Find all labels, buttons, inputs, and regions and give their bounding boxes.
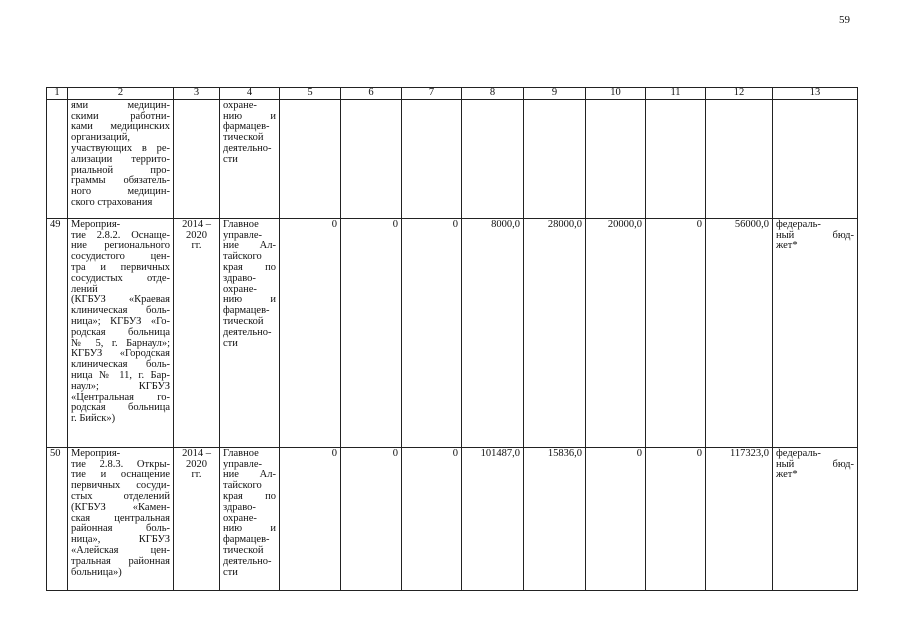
value-cell-col-12: 117323,0 bbox=[706, 447, 773, 590]
cell-line: ние Ал- bbox=[223, 469, 276, 481]
cell-line: ного медицин- bbox=[71, 186, 170, 198]
column-header-4: 4 bbox=[220, 88, 280, 100]
cell-line: ный бюд- bbox=[776, 458, 854, 470]
value-cell-col-5: 0 bbox=[280, 447, 341, 590]
value-cell-col-6: 0 bbox=[341, 447, 402, 590]
cell-line: охране- bbox=[223, 512, 257, 524]
program-activities-table bbox=[46, 87, 858, 591]
cell-line: ние регионального bbox=[71, 240, 170, 252]
value-cell-col-10: 20000,0 bbox=[586, 218, 646, 447]
column-header-12: 12 bbox=[706, 88, 773, 100]
cell-line: ского страхования bbox=[71, 196, 153, 208]
header-row bbox=[47, 88, 858, 100]
cell-line: (КГБУЗ «Краевая bbox=[71, 294, 170, 306]
cell-line: Мероприя- bbox=[71, 447, 121, 459]
cell-line: края по bbox=[223, 261, 276, 273]
cell-line: жет* bbox=[776, 469, 798, 481]
cell-line: ница № 11, г. Бар- bbox=[71, 369, 170, 381]
cell-line: жет* bbox=[776, 240, 798, 252]
value-cell-col-7: 0 bbox=[402, 447, 462, 590]
cell-line: родская больница bbox=[71, 402, 170, 414]
value-cell-col-6 bbox=[341, 99, 402, 218]
activity-name-cell bbox=[68, 218, 174, 447]
column-header-11: 11 bbox=[646, 88, 706, 100]
cell-line: ями медицин- bbox=[71, 99, 170, 111]
cell-line: 2014 – bbox=[182, 218, 211, 230]
cell-line: гг. bbox=[191, 240, 202, 252]
cell-line: тайского bbox=[223, 480, 262, 492]
cell-line: (КГБУЗ «Камен- bbox=[71, 501, 170, 513]
value-cell-col-7 bbox=[402, 99, 462, 218]
column-header-8: 8 bbox=[462, 88, 524, 100]
cell-line: охране- bbox=[223, 99, 257, 111]
cell-line: скими работни- bbox=[71, 110, 170, 122]
period-cell bbox=[174, 447, 220, 590]
cell-line: тие 2.8.2. Оснаще- bbox=[71, 229, 170, 241]
column-header-2: 2 bbox=[68, 88, 174, 100]
cell-line: деятельно- bbox=[223, 555, 272, 567]
cell-line: сти bbox=[223, 153, 238, 165]
column-header-3: 3 bbox=[174, 88, 220, 100]
cell-line: ская центральная bbox=[71, 512, 170, 524]
period-cell bbox=[174, 99, 220, 218]
cell-line: тайского bbox=[223, 251, 262, 263]
cell-line: родская больница bbox=[71, 326, 170, 338]
cell-line: тральная районная bbox=[71, 555, 170, 567]
row-number-cell: 50 bbox=[47, 447, 68, 590]
cell-line: здраво- bbox=[223, 272, 256, 284]
cell-line: федераль- bbox=[776, 218, 821, 230]
cell-line: нию и bbox=[223, 294, 276, 306]
cell-line: деятельно- bbox=[223, 142, 272, 154]
funding-source-cell bbox=[773, 447, 858, 590]
cell-line: лений bbox=[71, 283, 98, 295]
cell-line: здраво- bbox=[223, 501, 256, 513]
cell-line: тической bbox=[223, 544, 264, 556]
value-cell-col-11 bbox=[646, 99, 706, 218]
cell-line: гг. bbox=[191, 469, 202, 481]
value-cell-col-7: 0 bbox=[402, 218, 462, 447]
cell-line: г. Бийск») bbox=[71, 413, 116, 425]
value-cell-col-10 bbox=[586, 99, 646, 218]
cell-line: № 5, г. Барнаул»; bbox=[71, 337, 170, 349]
value-cell-col-8 bbox=[462, 99, 524, 218]
table-row bbox=[47, 447, 858, 590]
cell-line: 2020 bbox=[186, 229, 207, 241]
column-header-10: 10 bbox=[586, 88, 646, 100]
column-header-13: 13 bbox=[773, 88, 858, 100]
cell-line: ный бюд- bbox=[776, 229, 854, 241]
cell-line: тие 2.8.3. Откры- bbox=[71, 458, 170, 470]
page-number: 59 bbox=[839, 14, 850, 26]
value-cell-col-8: 8000,0 bbox=[462, 218, 524, 447]
cell-line: тической bbox=[223, 315, 264, 327]
cell-line: тие и оснащение bbox=[71, 469, 170, 481]
cell-line: тической bbox=[223, 132, 264, 144]
cell-line: Мероприя- bbox=[71, 218, 121, 230]
cell-line: участвующих в ре- bbox=[71, 142, 170, 154]
value-cell-col-11: 0 bbox=[646, 447, 706, 590]
activity-name-cell bbox=[68, 99, 174, 218]
row-number-cell bbox=[47, 99, 68, 218]
cell-line: фармацев- bbox=[223, 121, 270, 133]
cell-line: риальной про- bbox=[71, 164, 170, 176]
column-header-6: 6 bbox=[341, 88, 402, 100]
value-cell-col-9: 28000,0 bbox=[524, 218, 586, 447]
cell-line: нию и bbox=[223, 110, 276, 122]
value-cell-col-9: 15836,0 bbox=[524, 447, 586, 590]
cell-line: Главное bbox=[223, 218, 259, 230]
executor-cell bbox=[220, 218, 280, 447]
cell-line: управле- bbox=[223, 229, 262, 241]
column-header-1: 1 bbox=[47, 88, 68, 100]
cell-line: фармацев- bbox=[223, 534, 270, 546]
cell-line: сосудистых отде- bbox=[71, 272, 170, 284]
column-header-5: 5 bbox=[280, 88, 341, 100]
table-row bbox=[47, 99, 858, 218]
value-cell-col-5 bbox=[280, 99, 341, 218]
cell-line: наул»; КГБУЗ bbox=[71, 380, 170, 392]
cell-line: клиническая боль- bbox=[71, 359, 170, 371]
cell-line: управле- bbox=[223, 458, 262, 470]
value-cell-col-10: 0 bbox=[586, 447, 646, 590]
cell-line: районная боль- bbox=[71, 523, 170, 535]
cell-line: «Центральная го- bbox=[71, 391, 170, 403]
cell-line: 2014 – bbox=[182, 447, 211, 459]
cell-line: граммы обязатель- bbox=[71, 175, 170, 187]
cell-line: ализации террито- bbox=[71, 153, 170, 165]
cell-line: ница», КГБУЗ bbox=[71, 534, 170, 546]
cell-line: ками медицинских bbox=[71, 121, 170, 133]
cell-line: «Алейская цен- bbox=[71, 544, 170, 556]
value-cell-col-9 bbox=[524, 99, 586, 218]
column-header-9: 9 bbox=[524, 88, 586, 100]
period-cell bbox=[174, 218, 220, 447]
cell-line: тра и первичных bbox=[71, 261, 170, 273]
cell-line: фармацев- bbox=[223, 305, 270, 317]
value-cell-col-5: 0 bbox=[280, 218, 341, 447]
cell-line: 2020 bbox=[186, 458, 207, 470]
column-header-7: 7 bbox=[402, 88, 462, 100]
cell-line: организаций, bbox=[71, 132, 130, 144]
value-cell-col-8: 101487,0 bbox=[462, 447, 524, 590]
cell-line: сосудистого цен- bbox=[71, 251, 170, 263]
cell-line: ние Ал- bbox=[223, 240, 276, 252]
activity-name-cell bbox=[68, 447, 174, 590]
cell-line: федераль- bbox=[776, 447, 821, 459]
funding-source-cell bbox=[773, 99, 858, 218]
cell-line: сти bbox=[223, 566, 238, 578]
executor-cell bbox=[220, 447, 280, 590]
value-cell-col-12 bbox=[706, 99, 773, 218]
executor-cell bbox=[220, 99, 280, 218]
cell-line: края по bbox=[223, 490, 276, 502]
cell-line: стых отделений bbox=[71, 490, 170, 502]
row-number-cell: 49 bbox=[47, 218, 68, 447]
cell-line: Главное bbox=[223, 447, 259, 459]
cell-line: сти bbox=[223, 337, 238, 349]
cell-line: охране- bbox=[223, 283, 257, 295]
cell-line: ница»; КГБУЗ «Го- bbox=[71, 315, 170, 327]
cell-line: КГБУЗ «Городская bbox=[71, 348, 170, 360]
cell-line: деятельно- bbox=[223, 326, 272, 338]
funding-source-cell bbox=[773, 218, 858, 447]
cell-line: первичных сосуди- bbox=[71, 480, 170, 492]
cell-line: больница») bbox=[71, 566, 122, 578]
cell-line: клиническая боль- bbox=[71, 305, 170, 317]
cell-line: нию и bbox=[223, 523, 276, 535]
value-cell-col-11: 0 bbox=[646, 218, 706, 447]
table-row bbox=[47, 218, 858, 447]
value-cell-col-12: 56000,0 bbox=[706, 218, 773, 447]
value-cell-col-6: 0 bbox=[341, 218, 402, 447]
